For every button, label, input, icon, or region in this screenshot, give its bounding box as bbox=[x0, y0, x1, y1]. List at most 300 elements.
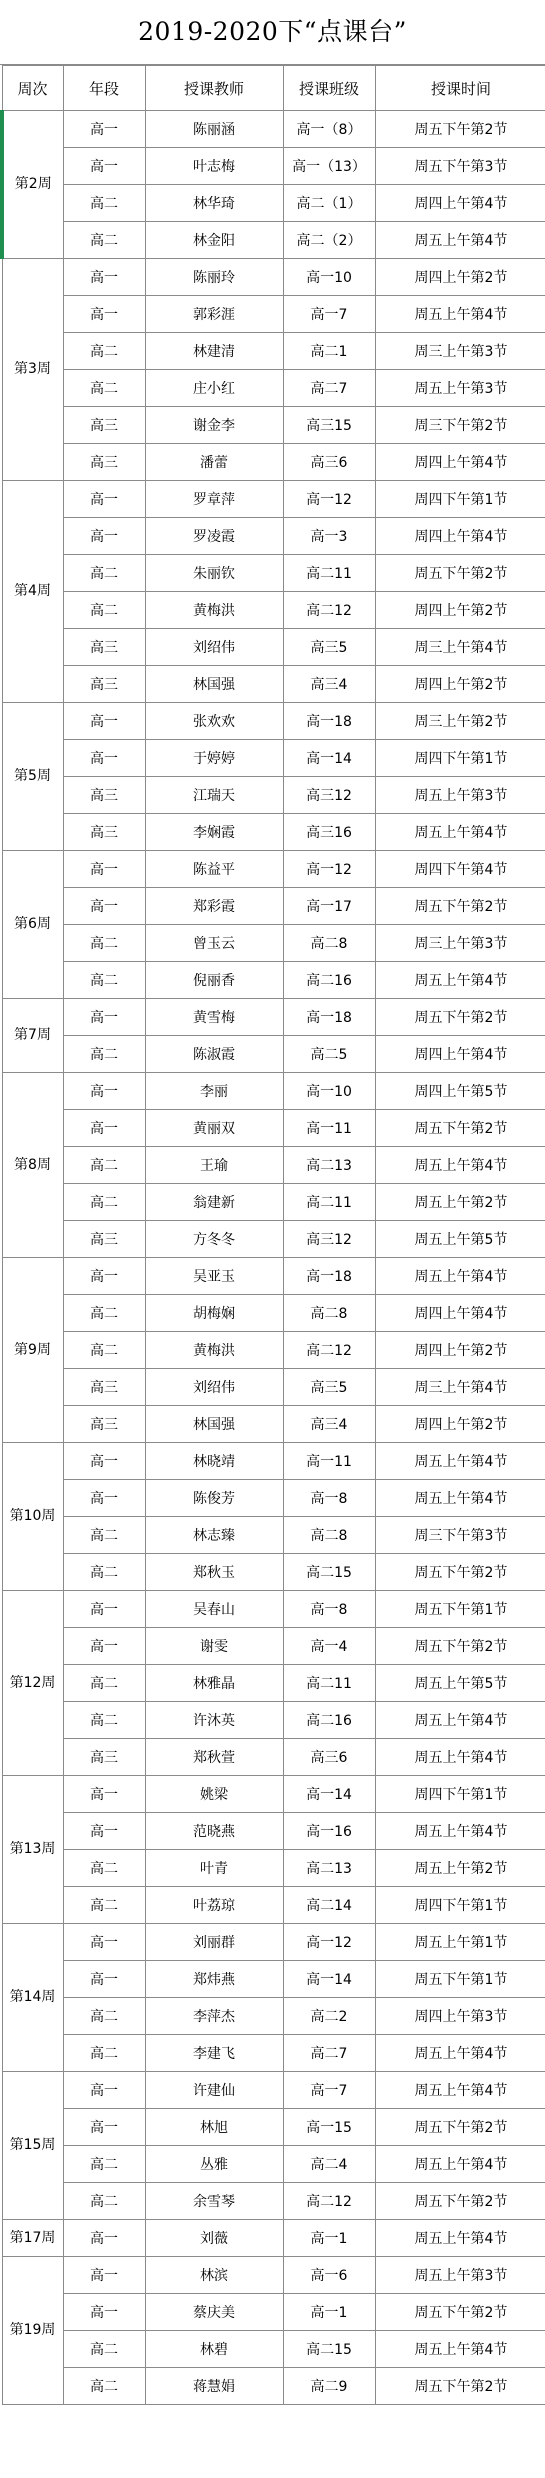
time-cell[interactable]: 周三上午第3节 bbox=[375, 333, 545, 370]
class-cell[interactable]: 高二（1） bbox=[283, 185, 375, 222]
table-row bbox=[2, 2294, 545, 2331]
grade-cell[interactable]: 高三 bbox=[63, 407, 145, 444]
teacher-cell[interactable]: 郭彩涯 bbox=[145, 296, 283, 333]
time-cell[interactable]: 周五上午第4节 bbox=[375, 2072, 545, 2109]
time-cell[interactable]: 周五上午第4节 bbox=[375, 1702, 545, 1739]
time-cell[interactable]: 周五上午第4节 bbox=[375, 962, 545, 999]
class-cell[interactable]: 高二15 bbox=[283, 2331, 375, 2368]
teacher-cell[interactable]: 黄丽双 bbox=[145, 1110, 283, 1147]
table-row bbox=[2, 1702, 545, 1739]
grade-cell[interactable]: 高一 bbox=[63, 851, 145, 888]
time-cell[interactable]: 周五上午第4节 bbox=[375, 296, 545, 333]
class-cell[interactable]: 高二7 bbox=[283, 2035, 375, 2072]
grade-cell[interactable]: 高三 bbox=[63, 777, 145, 814]
class-cell[interactable]: 高一16 bbox=[283, 1813, 375, 1850]
grade-cell[interactable]: 高一 bbox=[63, 1591, 145, 1628]
teacher-cell[interactable]: 于婷婷 bbox=[145, 740, 283, 777]
teacher-cell[interactable]: 林志臻 bbox=[145, 1517, 283, 1554]
grade-cell[interactable]: 高一 bbox=[63, 999, 145, 1036]
time-cell[interactable]: 周五下午第2节 bbox=[375, 1628, 545, 1665]
class-cell[interactable]: 高三5 bbox=[283, 629, 375, 666]
week-cell[interactable]: 第2周 bbox=[2, 111, 63, 259]
time-cell[interactable]: 周五上午第2节 bbox=[375, 1850, 545, 1887]
teacher-cell[interactable]: 潘蕾 bbox=[145, 444, 283, 481]
class-cell[interactable]: 高一6 bbox=[283, 2257, 375, 2294]
teacher-cell[interactable]: 罗章萍 bbox=[145, 481, 283, 518]
teacher-cell[interactable]: 林晓靖 bbox=[145, 1443, 283, 1480]
time-cell[interactable]: 周四下午第4节 bbox=[375, 851, 545, 888]
table-row bbox=[2, 2368, 545, 2405]
table-row bbox=[2, 222, 545, 259]
class-cell[interactable]: 高一18 bbox=[283, 1258, 375, 1295]
class-cell[interactable]: 高一14 bbox=[283, 1961, 375, 1998]
time-cell[interactable]: 周四下午第1节 bbox=[375, 1887, 545, 1924]
teacher-cell[interactable]: 蒋慧娟 bbox=[145, 2368, 283, 2405]
grade-cell[interactable]: 高三 bbox=[63, 1739, 145, 1776]
table-row bbox=[2, 2183, 545, 2220]
class-cell[interactable]: 高二12 bbox=[283, 592, 375, 629]
time-cell[interactable]: 周四上午第2节 bbox=[375, 1406, 545, 1443]
class-cell[interactable]: 高二13 bbox=[283, 1147, 375, 1184]
teacher-cell[interactable]: 刘丽群 bbox=[145, 1924, 283, 1961]
grade-cell[interactable]: 高一 bbox=[63, 481, 145, 518]
class-cell[interactable]: 高二8 bbox=[283, 925, 375, 962]
teacher-cell[interactable]: 林旭 bbox=[145, 2109, 283, 2146]
table-row bbox=[2, 518, 545, 555]
time-cell[interactable]: 周五下午第2节 bbox=[375, 2294, 545, 2331]
teacher-cell[interactable]: 叶志梅 bbox=[145, 148, 283, 185]
table-row bbox=[2, 814, 545, 851]
class-cell[interactable]: 高二11 bbox=[283, 1665, 375, 1702]
grade-cell[interactable]: 高二 bbox=[63, 1887, 145, 1924]
class-cell[interactable]: 高一18 bbox=[283, 999, 375, 1036]
class-cell[interactable]: 高一4 bbox=[283, 1628, 375, 1665]
time-cell[interactable]: 周五上午第3节 bbox=[375, 2257, 545, 2294]
grade-cell[interactable]: 高一 bbox=[63, 2220, 145, 2257]
teacher-cell[interactable]: 方冬冬 bbox=[145, 1221, 283, 1258]
grade-cell[interactable]: 高二 bbox=[63, 1702, 145, 1739]
grade-cell[interactable]: 高一 bbox=[63, 296, 145, 333]
teacher-cell[interactable]: 叶荔琼 bbox=[145, 1887, 283, 1924]
class-cell[interactable]: 高二16 bbox=[283, 1702, 375, 1739]
table-row bbox=[2, 1591, 545, 1628]
header-teacher[interactable]: 授课教师 bbox=[145, 66, 283, 111]
class-cell[interactable]: 高一12 bbox=[283, 481, 375, 518]
teacher-cell[interactable]: 朱丽钦 bbox=[145, 555, 283, 592]
class-cell[interactable]: 高一12 bbox=[283, 851, 375, 888]
time-cell[interactable]: 周五下午第2节 bbox=[375, 2368, 545, 2405]
table-row bbox=[2, 1924, 545, 1961]
table-row bbox=[2, 1850, 545, 1887]
time-cell[interactable]: 周三上午第4节 bbox=[375, 1369, 545, 1406]
table-row bbox=[2, 259, 545, 296]
teacher-cell[interactable]: 李娴霞 bbox=[145, 814, 283, 851]
table-row bbox=[2, 2146, 545, 2183]
time-cell[interactable]: 周三上午第2节 bbox=[375, 703, 545, 740]
grade-cell[interactable]: 高一 bbox=[63, 1480, 145, 1517]
class-cell[interactable]: 高三16 bbox=[283, 814, 375, 851]
grade-cell[interactable]: 高一 bbox=[63, 1628, 145, 1665]
grade-cell[interactable]: 高三 bbox=[63, 1406, 145, 1443]
grade-cell[interactable]: 高一 bbox=[63, 259, 145, 296]
table-row bbox=[2, 555, 545, 592]
teacher-cell[interactable]: 郑秋玉 bbox=[145, 1554, 283, 1591]
grade-cell[interactable]: 高三 bbox=[63, 666, 145, 703]
class-cell[interactable]: 高一10 bbox=[283, 1073, 375, 1110]
class-cell[interactable]: 高二4 bbox=[283, 2146, 375, 2183]
teacher-cell[interactable]: 陈丽涵 bbox=[145, 111, 283, 148]
grade-cell[interactable]: 高二 bbox=[63, 2368, 145, 2405]
header-grade[interactable]: 年段 bbox=[63, 66, 145, 111]
header-row bbox=[2, 66, 545, 111]
class-cell[interactable]: 高一11 bbox=[283, 1110, 375, 1147]
table-row bbox=[2, 1221, 545, 1258]
time-cell[interactable]: 周五下午第2节 bbox=[375, 1110, 545, 1147]
class-cell[interactable]: 高二9 bbox=[283, 2368, 375, 2405]
class-cell[interactable]: 高一（13） bbox=[283, 148, 375, 185]
teacher-cell[interactable]: 陈淑霞 bbox=[145, 1036, 283, 1073]
class-cell[interactable]: 高一3 bbox=[283, 518, 375, 555]
grade-cell[interactable]: 高三 bbox=[63, 1221, 145, 1258]
grade-cell[interactable]: 高三 bbox=[63, 814, 145, 851]
grade-cell[interactable]: 高二 bbox=[63, 1184, 145, 1221]
teacher-cell[interactable]: 刘绍伟 bbox=[145, 629, 283, 666]
class-cell[interactable]: 高二8 bbox=[283, 1295, 375, 1332]
time-cell[interactable]: 周四上午第2节 bbox=[375, 259, 545, 296]
teacher-cell[interactable]: 林国强 bbox=[145, 666, 283, 703]
teacher-cell[interactable]: 庄小红 bbox=[145, 370, 283, 407]
teacher-cell[interactable]: 林华琦 bbox=[145, 185, 283, 222]
grade-cell[interactable]: 高一 bbox=[63, 1258, 145, 1295]
teacher-cell[interactable]: 吴亚玉 bbox=[145, 1258, 283, 1295]
time-cell[interactable]: 周四上午第4节 bbox=[375, 518, 545, 555]
time-cell[interactable]: 周五下午第2节 bbox=[375, 1554, 545, 1591]
time-cell[interactable]: 周四下午第1节 bbox=[375, 740, 545, 777]
week-cell[interactable]: 第5周 bbox=[2, 703, 63, 851]
time-cell[interactable]: 周四上午第4节 bbox=[375, 444, 545, 481]
class-cell[interactable]: 高一1 bbox=[283, 2294, 375, 2331]
time-cell[interactable]: 周四上午第2节 bbox=[375, 666, 545, 703]
grade-cell[interactable]: 高一 bbox=[63, 1924, 145, 1961]
grade-cell[interactable]: 高二 bbox=[63, 1332, 145, 1369]
time-cell[interactable]: 周五上午第4节 bbox=[375, 1739, 545, 1776]
class-cell[interactable]: 高二（2） bbox=[283, 222, 375, 259]
class-cell[interactable]: 高二1 bbox=[283, 333, 375, 370]
grade-cell[interactable]: 高一 bbox=[63, 148, 145, 185]
class-cell[interactable]: 高三6 bbox=[283, 1739, 375, 1776]
grade-cell[interactable]: 高二 bbox=[63, 1036, 145, 1073]
grade-cell[interactable]: 高一 bbox=[63, 2072, 145, 2109]
class-cell[interactable]: 高一17 bbox=[283, 888, 375, 925]
table-row bbox=[2, 1813, 545, 1850]
week-cell[interactable]: 第17周 bbox=[2, 2220, 63, 2257]
grade-cell[interactable]: 高一 bbox=[63, 518, 145, 555]
time-cell[interactable]: 周五下午第2节 bbox=[375, 2109, 545, 2146]
header-class[interactable]: 授课班级 bbox=[283, 66, 375, 111]
teacher-cell[interactable]: 林碧 bbox=[145, 2331, 283, 2368]
time-cell[interactable]: 周五下午第2节 bbox=[375, 555, 545, 592]
grade-cell[interactable]: 高二 bbox=[63, 1147, 145, 1184]
teacher-cell[interactable]: 余雪琴 bbox=[145, 2183, 283, 2220]
class-cell[interactable]: 高二15 bbox=[283, 1554, 375, 1591]
class-cell[interactable]: 高二13 bbox=[283, 1850, 375, 1887]
time-cell[interactable]: 周五上午第4节 bbox=[375, 1443, 545, 1480]
table-row bbox=[2, 1110, 545, 1147]
grade-cell[interactable]: 高二 bbox=[63, 1850, 145, 1887]
grade-cell[interactable]: 高二 bbox=[63, 333, 145, 370]
week-cell[interactable]: 第15周 bbox=[2, 2072, 63, 2220]
teacher-cell[interactable]: 张欢欢 bbox=[145, 703, 283, 740]
table-row bbox=[2, 1776, 545, 1813]
table-row bbox=[2, 1517, 545, 1554]
grade-cell[interactable]: 高一 bbox=[63, 2109, 145, 2146]
week-cell[interactable]: 第12周 bbox=[2, 1591, 63, 1776]
grade-cell[interactable]: 高二 bbox=[63, 2035, 145, 2072]
class-cell[interactable]: 高一14 bbox=[283, 740, 375, 777]
teacher-cell[interactable]: 林雅晶 bbox=[145, 1665, 283, 1702]
teacher-cell[interactable]: 刘绍伟 bbox=[145, 1369, 283, 1406]
class-cell[interactable]: 高三15 bbox=[283, 407, 375, 444]
class-cell[interactable]: 高三6 bbox=[283, 444, 375, 481]
header-week[interactable]: 周次 bbox=[2, 66, 63, 111]
time-cell[interactable]: 周五下午第1节 bbox=[375, 1591, 545, 1628]
time-cell[interactable]: 周五上午第1节 bbox=[375, 1924, 545, 1961]
time-cell[interactable]: 周四上午第2节 bbox=[375, 1332, 545, 1369]
class-cell[interactable]: 高一（8） bbox=[283, 111, 375, 148]
grade-cell[interactable]: 高一 bbox=[63, 1443, 145, 1480]
teacher-cell[interactable]: 李丽 bbox=[145, 1073, 283, 1110]
time-cell[interactable]: 周三上午第3节 bbox=[375, 925, 545, 962]
class-cell[interactable]: 高二7 bbox=[283, 370, 375, 407]
time-cell[interactable]: 周五下午第2节 bbox=[375, 888, 545, 925]
week-cell[interactable]: 第14周 bbox=[2, 1924, 63, 2072]
grade-cell[interactable]: 高二 bbox=[63, 2183, 145, 2220]
class-cell[interactable]: 高一7 bbox=[283, 296, 375, 333]
table-row bbox=[2, 2220, 545, 2257]
teacher-cell[interactable]: 胡梅娴 bbox=[145, 1295, 283, 1332]
class-cell[interactable]: 高二12 bbox=[283, 2183, 375, 2220]
table-row bbox=[2, 1369, 545, 1406]
time-cell[interactable]: 周五上午第4节 bbox=[375, 2331, 545, 2368]
teacher-cell[interactable]: 陈丽玲 bbox=[145, 259, 283, 296]
grade-cell[interactable]: 高二 bbox=[63, 370, 145, 407]
grade-cell[interactable]: 高一 bbox=[63, 1073, 145, 1110]
time-cell[interactable]: 周五上午第4节 bbox=[375, 1147, 545, 1184]
table-row bbox=[2, 185, 545, 222]
grade-cell[interactable]: 高一 bbox=[63, 888, 145, 925]
class-cell[interactable]: 高二16 bbox=[283, 962, 375, 999]
time-cell[interactable]: 周五上午第4节 bbox=[375, 222, 545, 259]
time-cell[interactable]: 周五下午第2节 bbox=[375, 999, 545, 1036]
teacher-cell[interactable]: 罗凌霞 bbox=[145, 518, 283, 555]
time-cell[interactable]: 周四上午第4节 bbox=[375, 185, 545, 222]
class-cell[interactable]: 高一8 bbox=[283, 1591, 375, 1628]
table-body bbox=[2, 111, 545, 2405]
table-row bbox=[2, 1147, 545, 1184]
grade-cell[interactable]: 高二 bbox=[63, 185, 145, 222]
time-cell[interactable]: 周三下午第2节 bbox=[375, 407, 545, 444]
time-cell[interactable]: 周四上午第2节 bbox=[375, 592, 545, 629]
table-row bbox=[2, 851, 545, 888]
teacher-cell[interactable]: 刘薇 bbox=[145, 2220, 283, 2257]
time-cell[interactable]: 周三下午第3节 bbox=[375, 1517, 545, 1554]
table-row bbox=[2, 444, 545, 481]
class-cell[interactable]: 高三5 bbox=[283, 1369, 375, 1406]
teacher-cell[interactable]: 许建仙 bbox=[145, 2072, 283, 2109]
table-row bbox=[2, 333, 545, 370]
teacher-cell[interactable]: 王瑜 bbox=[145, 1147, 283, 1184]
time-cell[interactable]: 周五上午第4节 bbox=[375, 1813, 545, 1850]
teacher-cell[interactable]: 叶青 bbox=[145, 1850, 283, 1887]
time-cell[interactable]: 周五上午第4节 bbox=[375, 2220, 545, 2257]
week-cell[interactable]: 第19周 bbox=[2, 2257, 63, 2405]
grade-cell[interactable]: 高一 bbox=[63, 2257, 145, 2294]
time-cell[interactable]: 周四上午第4节 bbox=[375, 1295, 545, 1332]
time-cell[interactable]: 周五上午第4节 bbox=[375, 2146, 545, 2183]
grade-cell[interactable]: 高一 bbox=[63, 1776, 145, 1813]
teacher-cell[interactable]: 李萍杰 bbox=[145, 1998, 283, 2035]
teacher-cell[interactable]: 郑秋萱 bbox=[145, 1739, 283, 1776]
time-cell[interactable]: 周四上午第5节 bbox=[375, 1073, 545, 1110]
table-row bbox=[2, 1443, 545, 1480]
teacher-cell[interactable]: 林滨 bbox=[145, 2257, 283, 2294]
teacher-cell[interactable]: 黄梅洪 bbox=[145, 1332, 283, 1369]
teacher-cell[interactable]: 范晓燕 bbox=[145, 1813, 283, 1850]
teacher-cell[interactable]: 林国强 bbox=[145, 1406, 283, 1443]
teacher-cell[interactable]: 江瑞天 bbox=[145, 777, 283, 814]
class-cell[interactable]: 高二14 bbox=[283, 1887, 375, 1924]
class-cell[interactable]: 高二2 bbox=[283, 1998, 375, 2035]
week-cell[interactable]: 第9周 bbox=[2, 1258, 63, 1443]
table-row bbox=[2, 1998, 545, 2035]
teacher-cell[interactable]: 吴春山 bbox=[145, 1591, 283, 1628]
teacher-cell[interactable]: 林建清 bbox=[145, 333, 283, 370]
time-cell[interactable]: 周五上午第4节 bbox=[375, 2035, 545, 2072]
grade-cell[interactable]: 高二 bbox=[63, 2146, 145, 2183]
teacher-cell[interactable]: 黄雪梅 bbox=[145, 999, 283, 1036]
grade-cell[interactable]: 高二 bbox=[63, 1554, 145, 1591]
time-cell[interactable]: 周五下午第3节 bbox=[375, 148, 545, 185]
time-cell[interactable]: 周五上午第5节 bbox=[375, 1221, 545, 1258]
time-cell[interactable]: 周四下午第1节 bbox=[375, 1776, 545, 1813]
grade-cell[interactable]: 高一 bbox=[63, 1813, 145, 1850]
class-cell[interactable]: 高三4 bbox=[283, 1406, 375, 1443]
class-cell[interactable]: 高二8 bbox=[283, 1517, 375, 1554]
grade-cell[interactable]: 高一 bbox=[63, 1110, 145, 1147]
class-cell[interactable]: 高二12 bbox=[283, 1332, 375, 1369]
class-cell[interactable]: 高一11 bbox=[283, 1443, 375, 1480]
teacher-cell[interactable]: 陈益平 bbox=[145, 851, 283, 888]
teacher-cell[interactable]: 曾玉云 bbox=[145, 925, 283, 962]
class-cell[interactable]: 高三12 bbox=[283, 777, 375, 814]
class-cell[interactable]: 高二11 bbox=[283, 1184, 375, 1221]
class-cell[interactable]: 高二5 bbox=[283, 1036, 375, 1073]
time-cell[interactable]: 周四下午第1节 bbox=[375, 481, 545, 518]
week-cell[interactable]: 第10周 bbox=[2, 1443, 63, 1591]
grade-cell[interactable]: 高一 bbox=[63, 740, 145, 777]
grade-cell[interactable]: 高二 bbox=[63, 1665, 145, 1702]
grade-cell[interactable]: 高二 bbox=[63, 592, 145, 629]
grade-cell[interactable]: 高二 bbox=[63, 925, 145, 962]
class-cell[interactable]: 高一7 bbox=[283, 2072, 375, 2109]
class-cell[interactable]: 高一10 bbox=[283, 259, 375, 296]
week-cell[interactable]: 第8周 bbox=[2, 1073, 63, 1258]
teacher-cell[interactable]: 黄梅洪 bbox=[145, 592, 283, 629]
time-cell[interactable]: 周五上午第5节 bbox=[375, 1665, 545, 1702]
teacher-cell[interactable]: 谢雯 bbox=[145, 1628, 283, 1665]
teacher-cell[interactable]: 郑彩霞 bbox=[145, 888, 283, 925]
class-cell[interactable]: 高二11 bbox=[283, 555, 375, 592]
grade-cell[interactable]: 高二 bbox=[63, 962, 145, 999]
table-row bbox=[2, 1184, 545, 1221]
time-cell[interactable]: 周四上午第3节 bbox=[375, 1998, 545, 2035]
grade-cell[interactable]: 高一 bbox=[63, 2294, 145, 2331]
week-cell[interactable]: 第7周 bbox=[2, 999, 63, 1073]
table-row bbox=[2, 629, 545, 666]
grade-cell[interactable]: 高二 bbox=[63, 2331, 145, 2368]
class-cell[interactable]: 高一1 bbox=[283, 2220, 375, 2257]
grade-cell[interactable]: 高二 bbox=[63, 1998, 145, 2035]
teacher-cell[interactable]: 林金阳 bbox=[145, 222, 283, 259]
table-row bbox=[2, 481, 545, 518]
time-cell[interactable]: 周五下午第2节 bbox=[375, 111, 545, 148]
header-time[interactable]: 授课时间 bbox=[375, 66, 545, 111]
teacher-cell[interactable]: 陈俊芳 bbox=[145, 1480, 283, 1517]
teacher-cell[interactable]: 丛雅 bbox=[145, 2146, 283, 2183]
grade-cell[interactable]: 高三 bbox=[63, 1369, 145, 1406]
week-cell[interactable]: 第6周 bbox=[2, 851, 63, 999]
grade-cell[interactable]: 高一 bbox=[63, 111, 145, 148]
grade-cell[interactable]: 高三 bbox=[63, 629, 145, 666]
class-cell[interactable]: 高三12 bbox=[283, 1221, 375, 1258]
time-cell[interactable]: 周五下午第1节 bbox=[375, 1961, 545, 1998]
grade-cell[interactable]: 高一 bbox=[63, 703, 145, 740]
grade-cell[interactable]: 高二 bbox=[63, 555, 145, 592]
grade-cell[interactable]: 高一 bbox=[63, 1961, 145, 1998]
week-cell[interactable]: 第4周 bbox=[2, 481, 63, 703]
time-cell[interactable]: 周五上午第2节 bbox=[375, 1184, 545, 1221]
class-cell[interactable]: 高一12 bbox=[283, 1924, 375, 1961]
class-cell[interactable]: 高一8 bbox=[283, 1480, 375, 1517]
teacher-cell[interactable]: 谢金李 bbox=[145, 407, 283, 444]
week-cell[interactable]: 第13周 bbox=[2, 1776, 63, 1924]
time-cell[interactable]: 周五上午第3节 bbox=[375, 370, 545, 407]
time-cell[interactable]: 周五上午第4节 bbox=[375, 814, 545, 851]
grade-cell[interactable]: 高二 bbox=[63, 1517, 145, 1554]
teacher-cell[interactable]: 许沐英 bbox=[145, 1702, 283, 1739]
grade-cell[interactable]: 高三 bbox=[63, 444, 145, 481]
teacher-cell[interactable]: 倪丽香 bbox=[145, 962, 283, 999]
teacher-cell[interactable]: 姚梁 bbox=[145, 1776, 283, 1813]
teacher-cell[interactable]: 郑炜燕 bbox=[145, 1961, 283, 1998]
time-cell[interactable]: 周五上午第3节 bbox=[375, 777, 545, 814]
time-cell[interactable]: 周五下午第2节 bbox=[375, 2183, 545, 2220]
class-cell[interactable]: 高三4 bbox=[283, 666, 375, 703]
class-cell[interactable]: 高一15 bbox=[283, 2109, 375, 2146]
teacher-cell[interactable]: 翁建新 bbox=[145, 1184, 283, 1221]
teacher-cell[interactable]: 李建飞 bbox=[145, 2035, 283, 2072]
time-cell[interactable]: 周四上午第4节 bbox=[375, 1036, 545, 1073]
time-cell[interactable]: 周五上午第4节 bbox=[375, 1480, 545, 1517]
week-cell[interactable]: 第3周 bbox=[2, 259, 63, 481]
time-cell[interactable]: 周三上午第4节 bbox=[375, 629, 545, 666]
class-cell[interactable]: 高一14 bbox=[283, 1776, 375, 1813]
class-cell[interactable]: 高一18 bbox=[283, 703, 375, 740]
grade-cell[interactable]: 高二 bbox=[63, 1295, 145, 1332]
grade-cell[interactable]: 高二 bbox=[63, 222, 145, 259]
teacher-cell[interactable]: 蔡庆美 bbox=[145, 2294, 283, 2331]
time-cell[interactable]: 周五上午第4节 bbox=[375, 1258, 545, 1295]
